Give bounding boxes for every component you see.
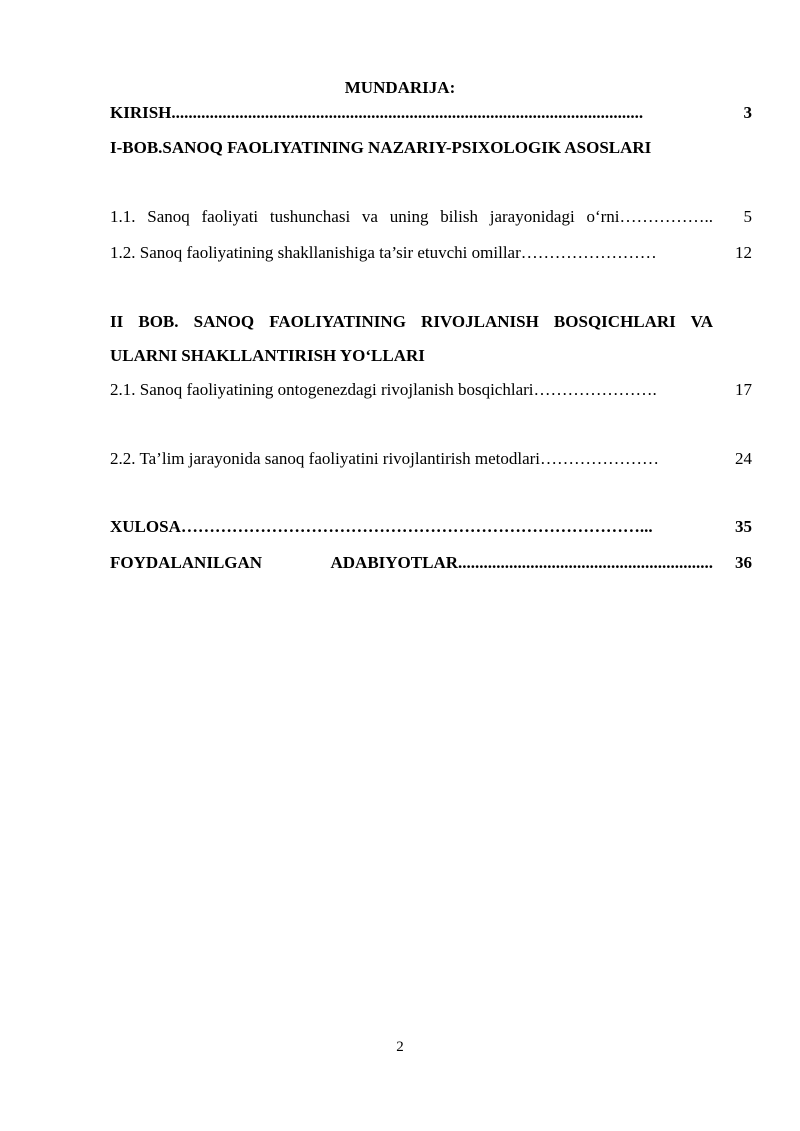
toc-entry-chapter-2[interactable] xyxy=(110,305,752,373)
toc-title: MUNDARIJA: xyxy=(344,78,456,97)
toc-entry-chapter-1[interactable] xyxy=(110,131,752,165)
toc-entry-page: 12 xyxy=(735,243,752,262)
toc-entry-kirish[interactable] xyxy=(110,96,752,130)
toc-entry-1-1[interactable] xyxy=(110,200,752,234)
toc-entry-page: 24 xyxy=(735,449,752,468)
toc-entry-text: 2.1. Sanoq faoliyatining ontogenezdagi rivojlanish bosqichlari…………………. xyxy=(110,380,657,399)
toc-entry-text: 1.2. Sanoq faoliyatining shakllanishiga ta’sir etuvchi omillar…………………… xyxy=(110,243,657,262)
toc-entry-page: 36 xyxy=(735,553,752,572)
toc-entry-text: II BOB. SANOQ FAOLIYATINING RIVOJLANISH BOSQICHLARI VA ULARNI SHAKLLANTIRISH YO‘LLARI xyxy=(110,312,713,365)
toc-entry-1-2[interactable] xyxy=(110,236,752,270)
toc-entry-page: 3 xyxy=(743,103,752,122)
toc-entry-text: 1.1. Sanoq faoliyati tushunchasi va uning bilish jarayonidagi o‘rni…………….. xyxy=(110,207,713,226)
toc-entry-2-2[interactable] xyxy=(110,442,752,476)
toc-entry-2-1[interactable] xyxy=(110,373,752,407)
toc-entry-xulosa[interactable] xyxy=(110,510,752,544)
toc-entry-page: 35 xyxy=(735,517,752,536)
toc-entry-page: 5 xyxy=(743,207,752,226)
toc-entry-text: XULOSA………………………………………………………………………... xyxy=(110,517,653,536)
page-number: 2 xyxy=(396,1039,404,1055)
toc-entry-text: 2.2. Ta’lim jarayonida sanoq faoliyatini rivojlantirish metodlari………………… xyxy=(110,449,660,468)
toc-entry-text: I-BOB.SANOQ FAOLIYATINING NAZARIY-PSIXOLOGIK ASOSLARI xyxy=(110,138,652,157)
toc-entry-adabiyotlar[interactable] xyxy=(110,546,752,580)
toc-entry-text: FOYDALANILGAN ADABIYOTLAR............................................................ xyxy=(110,553,713,572)
toc-entry-page: 17 xyxy=(735,380,752,399)
toc-entry-text: KIRISH............................................................................................................... xyxy=(110,103,644,122)
